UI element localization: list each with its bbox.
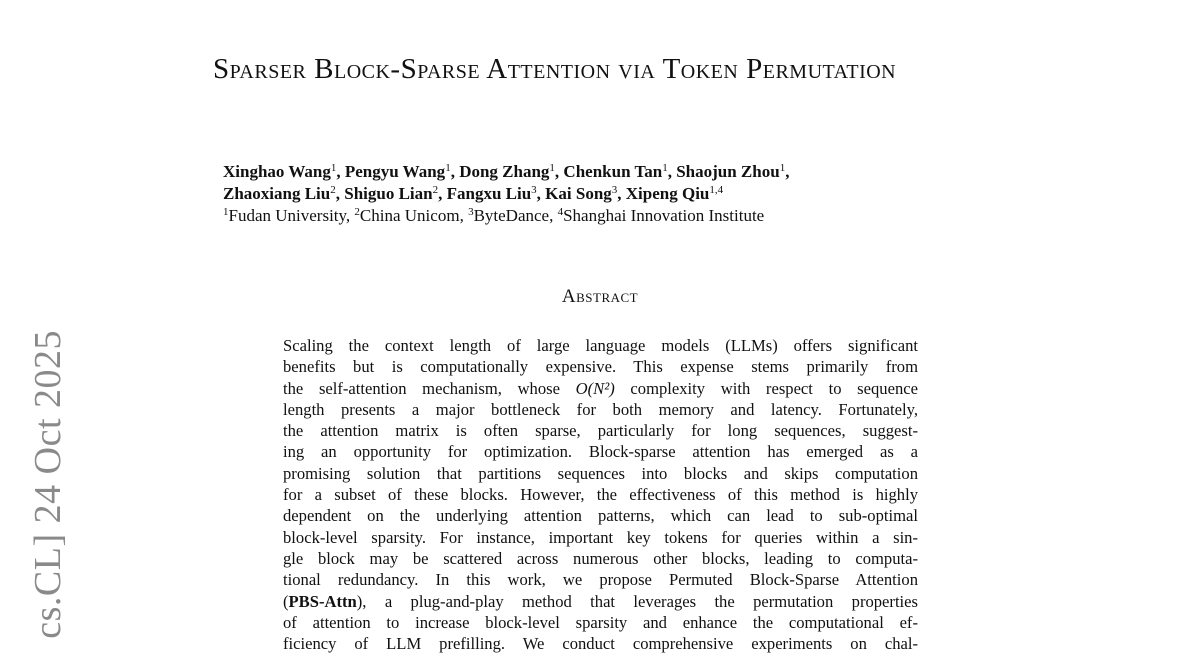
author-name: Chenkun Tan [563,162,663,181]
abstract-line: tional redundancy. In this work, we propose Permuted Block-Sparse Attention [283,570,918,590]
arxiv-stamp-text: cs.CL] 24 Oct 2025 [27,330,69,639]
affiliation-name: Fudan University [228,206,346,225]
affiliation-marker: 1 [445,162,451,174]
abstract-line: block-level sparsity. For instance, important key tokens for queries within a sin- [283,527,918,547]
abstract-line: the attention matrix is often sparse, particularly for long sequences, suggest- [283,421,918,441]
abstract-line: Scaling the context length of large language models (LLMs) offers significant [283,336,918,355]
affiliation-marker: 3 [531,184,537,196]
affiliation-marker: 1,4 [709,184,724,196]
affiliation-marker: 2 [432,184,439,196]
affiliation-marker: 1 [662,162,668,174]
abstract-line: benefits but is computationally expensive. This expense stems primarily from [283,357,918,377]
affiliation-name: ByteDance [473,206,550,225]
authors-line-1: Xinghao Wang$^1$, Pengyu Wang$^1$, Dong Zhang$^1$, Chenkun Tan$^1$, Shaojun Zhou$^1$, [223,162,790,181]
abstract-line: ing an opportunity for optimization. Block-sparse attention has emerged as a [283,442,918,462]
abstract-body [283,335,918,654]
abstract-heading: Abstract [561,286,639,307]
author-name: Dong Zhang [459,162,550,181]
author-name: Kai Song [545,184,612,203]
abstract-line: ficiency of LLM prefilling. We conduct comprehensive experiments on chal- [283,634,918,654]
abstract-line: the self-attention mechanism, whose O(N²) complexity with respect to sequence [283,378,918,398]
affiliation-name: China Unicom [359,206,460,225]
affiliation-marker: 4 [557,206,564,218]
arxiv-side-stamp [26,330,74,670]
author-name: Zhaoxiang Liu [223,184,331,203]
author-name: Pengyu Wang [344,162,446,181]
abstract-line: gle block may be scattered across numerous other blocks, leading to computa- [283,548,918,568]
paper-title: Sparser Block-Sparse Attention via Token Permutation [213,53,897,85]
affiliation-marker: 3 [611,184,618,196]
affiliation-marker: 1 [779,162,786,174]
abstract-line: promising solution that partitions sequences into blocks and skips computation [283,463,918,483]
author-name: Shaojun Zhou [676,162,780,181]
affiliation-marker: 3 [468,206,474,218]
abstract-line: dependent on the underlying attention patterns, which can lead to sub-optimal [283,506,918,526]
affiliation-name: Shanghai Innovation Institute [563,206,765,225]
affiliation-marker: 2 [330,184,336,196]
affiliation-marker: 2 [354,206,360,218]
authors-line-2: Zhaoxiang Liu$^2$, Shiguo Lian$^2$, Fangxu Liu$^3$, Kai Song$^3$, Xipeng Qiu$^{1,4}$ [223,184,724,203]
abstract-line: for a subset of these blocks. However, the effectiveness of this method is highly [283,485,918,505]
author-name: Fangxu Liu [446,184,532,203]
author-block [223,161,983,227]
author-name: Xipeng Qiu [625,184,710,203]
abstract-line: of attention to increase block-level sparsity and enhance the computational ef- [283,612,918,632]
method-name: PBS-Attn [288,591,357,611]
author-name: Xinghao Wang [223,162,331,181]
affiliation-marker: 1 [330,162,337,174]
affiliations-line: $^1$Fudan University, $^2$China Unicom, $^3$ByteDance, $^4$Shanghai Innovation Institute [223,206,765,225]
abstract-line: length presents a major bottleneck for both memory and latency. Fortunately, [283,399,918,419]
author-name: Shiguo Lian [344,184,433,203]
abstract-line: (PBS-Attn), a plug-and-play method that leverages the permutation properties [283,591,918,611]
math-expression: O(N²) [575,378,615,398]
affiliation-marker: 1 [223,206,229,218]
affiliation-marker: 1 [549,162,555,174]
